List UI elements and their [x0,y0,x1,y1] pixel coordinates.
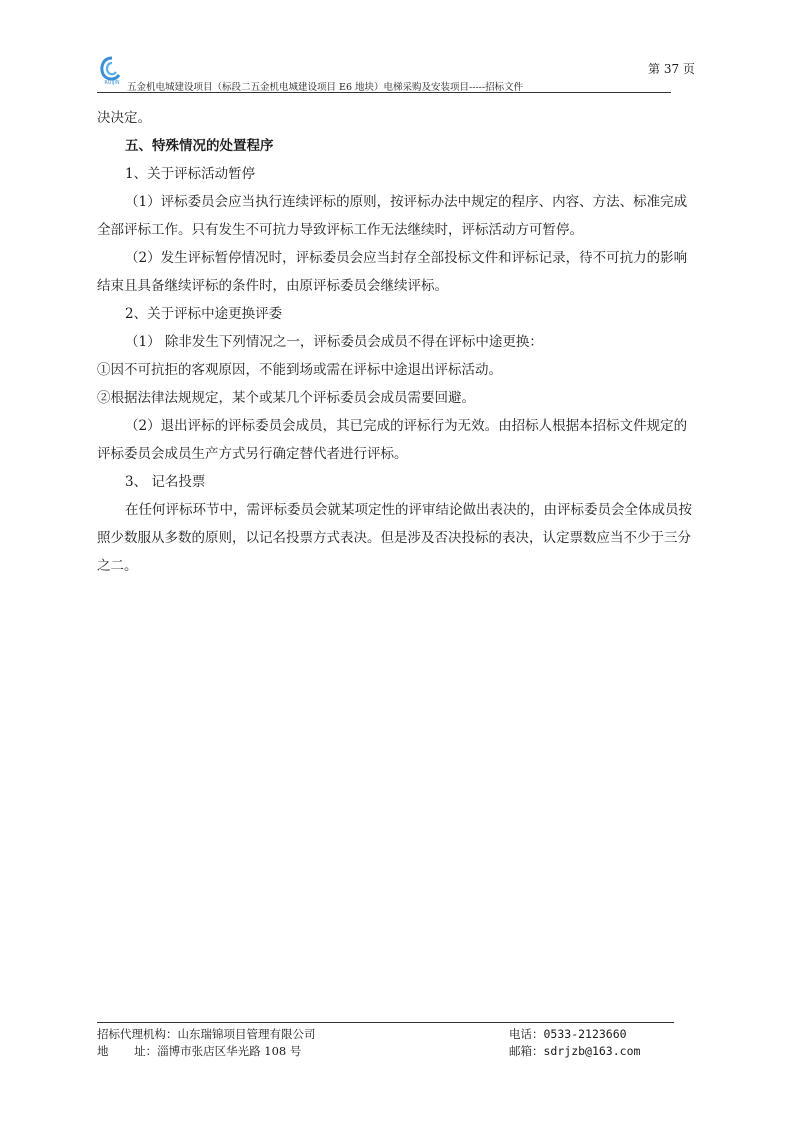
subsection-heading: 1、关于评标活动暂停 [125,166,256,182]
section-heading: 五、特殊情况的处置程序 [125,138,274,154]
page-number: 第 37 页 [648,62,695,76]
paragraph: 在任何评标环节中，需评标委员会就某项定性的评审结论做出表决的，由评标委员会全体成员按照少数服从多数的原则，以记名投票方式表决。但是涉及否决投标的表决，认定票数应当不少于三分之二。 [97,502,692,574]
phone-label: 电话： [509,1027,544,1041]
paragraph: （1）评标委员会应当执行连续评标的原则，按评标办法中规定的程序、内容、方法、标准完成全部评标工作。只有发生不可抗力导致评标工作无法继续时，评标活动方可暂停。 [97,194,688,238]
list-item: ②根据法律法规规定，某个或某几个评标委员会成员需要回避。 [97,390,475,406]
subsection-heading: 2、关于评标中途更换评委 [125,306,283,322]
paragraph: （2）发生评标暂停情况时，评标委员会应当封存全部投标文件和评标记录，待不可抗力的影响结束且具备继续评标的条件时，由原评标委员会继续评标。 [97,250,688,294]
list-item: ①因不可抗拒的客观原因，不能到场或需在评标中途退出评标活动。 [97,362,502,378]
company-logo-icon [97,55,127,85]
subsection-heading: 3、 记名投票 [125,474,206,490]
header-divider [97,92,671,93]
agency-label: 招标代理机构： [97,1027,178,1041]
phone-value: 0533-2123660 [543,1027,627,1041]
document-body [97,104,697,580]
email-label: 邮箱： [509,1044,544,1058]
agency-value: 山东瑞锦项目管理有限公司 [177,1027,316,1041]
address-label: 地 址： [97,1044,158,1058]
footer-divider [97,1022,674,1023]
address-value: 淄博市张店区华光路 108 号 [157,1044,302,1058]
logo-text: RUIJIN [104,80,120,85]
paragraph: 决决定。 [97,110,151,126]
paragraph: （2）退出评标的评标委员会成员，其已完成的评标行为无效。由招标人根据本招标文件规定的评标委员会成员生产方式另行确定替代者进行评标。 [97,418,688,462]
header-title: 五金机电城建设项目（标段二五金机电城建设项目 E6 地块）电梯采购及安装项目-----招标文件 [127,82,524,93]
email-value: sdrjzb@163.com [543,1044,641,1058]
paragraph: （1） 除非发生下列情况之一，评标委员会成员不得在评标中途更换： [125,334,543,350]
